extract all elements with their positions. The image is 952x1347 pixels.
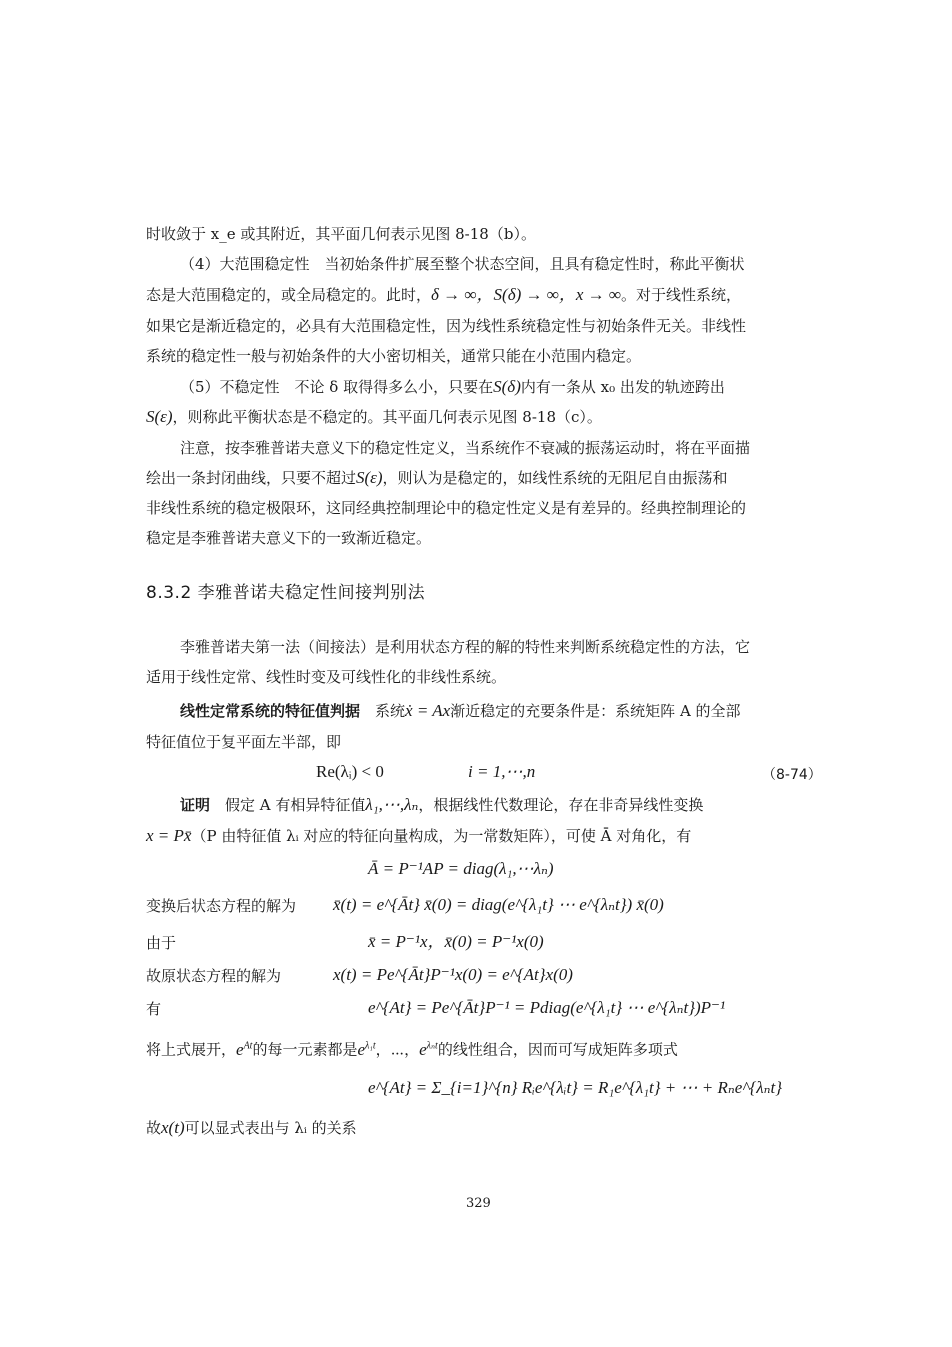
note-line1 [180,438,750,458]
note-line3 [146,498,746,518]
equation-8-74-lhs [316,762,384,782]
note-text2c: ，则认为是稳定的，如线性系统的无阻尼自由振荡和 [382,469,728,487]
expand-text-c: ，⋯， [375,1040,420,1059]
paragraph-prev [146,224,536,244]
eq-re-lambda: Re(λᵢ) < 0 [316,762,384,781]
label-transformed-solution: 变换后状态方程的解为 [146,897,297,915]
p5-text1a: （5）不稳定性 不论 δ 取得得多么小，只要在 [180,378,494,396]
row-have [146,999,161,1019]
page-number: 329 [466,1196,491,1211]
p4-line1 [180,254,745,274]
equation-8-74-rhs [468,762,535,782]
p5-math2: S(ε) [146,407,173,426]
eq-a-bar: Ā = P⁻¹AP = diag(λ₁,⋯λₙ) [368,859,554,878]
theorem-math: ẋ = Ax [405,701,451,720]
label-have: 有 [146,1000,162,1018]
p5-math1: S(δ) [493,377,521,396]
intro-line1 [180,637,750,657]
eq-since [368,932,544,952]
theorem-title: 线性定常系统的特征值判据 [180,702,361,720]
row-since [146,933,176,953]
note-text4: 稳定是李雅普诺夫意义下的一致渐近稳定。 [146,529,432,547]
proof-text1a: 假定 A 有相异特征值 [210,796,366,814]
note-text3: 非线性系统的稳定极限环，这同经典控制理论中的稳定性定义是有差异的。经典控制理论的 [146,499,747,517]
p5-line2 [146,407,602,427]
row-original-solution [146,966,281,986]
proof-label: 证明 [180,796,211,814]
row-transformed-solution [146,896,296,916]
equation-number: （8-74） [762,767,822,783]
p4-text1: （4）大范围稳定性 当初始条件扩展至整个状态空间，且具有稳定性时，称此平衡状 [180,255,745,273]
intro-line2 [146,667,506,687]
eq-x-t: x(t) = Pe^{Āt}P⁻¹x(0) = e^{At}x(0) [333,965,573,984]
eq-matrix-polynomial [368,1078,782,1098]
p5-text2b: ，则称此平衡状态是不稳定的。其平面几何表示见图 8-18（c）。 [172,408,602,426]
conclusion-math: x(t) [161,1118,185,1137]
expand-text-d: 的线性组合，因而可写成矩阵多项式 [437,1040,678,1059]
conclusion-text-c: 可以显式表出与 λᵢ 的关系 [184,1119,357,1137]
eq-transformed-solution [333,895,664,915]
proof-text2b: （P 由特征值 λᵢ 对应的特征向量构成，为一常数矩阵），可使 Ā 对角化，有 [191,827,692,845]
p4-text2c: 。对于线性系统， [621,286,742,304]
p4-text3: 如果它是渐近稳定的，必具有大范围稳定性，因为线性系统稳定性与初始条件无关。非线性 [146,317,747,335]
label-since: 由于 [146,934,177,952]
proof-line2 [146,826,691,846]
p4-math: δ → ∞，S(δ) → ∞，x → ∞ [431,285,622,304]
p4-text2a: 态是大范围稳定的，或全局稳定的。此时， [146,286,432,304]
p4-text4: 系统的稳定性一般与初始条件的大小密切相关，通常只能在小范围内稳定。 [146,347,642,365]
note-line4 [146,528,431,548]
intro-text1: 李雅普诺夫第一法（间接法）是利用状态方程的解的特性来判断系统稳定性的方法，它 [180,638,751,656]
proof-math1: λ₁,⋯,λₙ [365,795,419,814]
expand-text-b: 的每一元素都是 [252,1040,358,1059]
eq-index-range: i = 1,⋯,n [468,762,536,781]
eq-original-solution [333,965,573,985]
eq-sum: e^{At} = Σ_{i=1}^{n} Rᵢe^{λᵢt} = R₁e^{λ₁t} + ⋯ + Rₙe^{λₙt} [368,1078,783,1097]
proof-line1 [180,795,703,815]
section-title: 8.3.2 李雅普诺夫稳定性间接判别法 [146,583,426,603]
row-conclusion [146,1118,357,1138]
p4-line2 [146,285,741,305]
eq-xbar-def: x̄ = P⁻¹x，x̄(0) = P⁻¹x(0) [368,932,544,951]
note-text1: 注意，按李雅普诺夫意义下的稳定性定义，当系统作不衰减的振荡运动时，将在平面描 [180,439,751,457]
label-original-solution: 故原状态方程的解为 [146,967,282,985]
intro-text2: 适用于线性定常、线性时变及可线性化的非线性系统。 [146,668,507,686]
note-text2a: 绘出一条封闭曲线，只要不超过 [146,469,357,487]
proof-math2: x = Px̄ [146,826,192,845]
theorem-line2 [146,732,341,752]
text-prev: 时收敛于 x_e 或其附近，其平面几何表示见图 8-18（b）。 [146,225,536,243]
row-expand: 将上式展开，$e^{At}$的每一元素都是$e^{\lambda_1t}$，⋯，$e^{\lambda_nt}$的线性组合，因而可写成矩阵多项式 [146,1039,678,1059]
theorem-line1 [180,701,741,721]
proof-text1c: ，根据线性代数理论，存在非奇异线性变换 [418,796,704,814]
eq-matrix-exp [368,998,725,1018]
p4-line3 [146,316,746,336]
p5-line1 [180,377,725,397]
conclusion-text-a: 故 [146,1119,162,1137]
eq-eat: e^{At} = Pe^{Āt}P⁻¹ = Pdiag(e^{λ₁t} ⋯ e^{λₙt})P⁻¹ [368,998,726,1017]
note-math: S(ε) [356,468,383,487]
note-line2 [146,468,728,488]
expand-text-a: 将上式展开， [146,1040,237,1059]
eq-diagonalization [368,859,554,879]
theorem-text1c: 渐近稳定的充要条件是：系统矩阵 A 的全部 [450,702,741,720]
theorem-text2: 特征值位于复平面左半部，即 [146,733,342,751]
p4-line4 [146,346,641,366]
p5-text1c: 内有一条从 x₀ 出发的轨迹跨出 [520,378,725,396]
eq-xbar-t: x̄(t) = e^{Āt} x̄(0) = diag(e^{λ₁t} ⋯ e^{λₙt}) x̄(0) [333,895,664,914]
theorem-text1a: 系统 [360,702,406,720]
